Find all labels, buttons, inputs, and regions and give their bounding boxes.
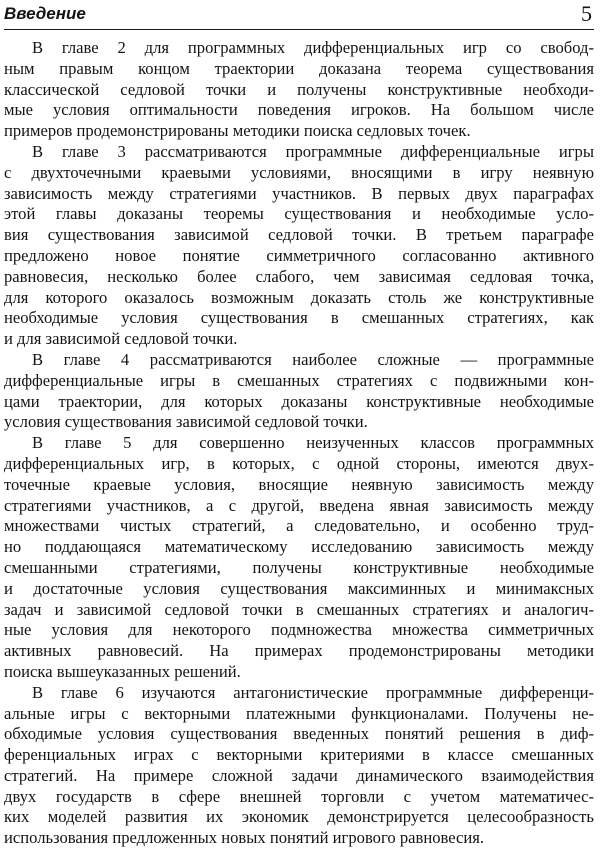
paragraph	[4, 683, 594, 849]
text-line: стратегий. На примере сложной задачи динамического взаимодействия	[4, 765, 594, 785]
text-line: и достаточные условия существования максиминных и минимаксных	[4, 578, 594, 598]
text-line: В главе 3 рассматриваются программные дифференциальные игры	[32, 141, 594, 161]
text-line: альные игры с векторными платежными функционалами. Получены не-	[4, 703, 594, 723]
text-line: обходимые условия существования введенных понятий решения в диф-	[4, 724, 594, 744]
text-line: ференциальных играх с векторными критериями в классе смешанных	[4, 745, 594, 765]
text-line: ным правым концом траектории доказана теорема существования	[4, 58, 594, 78]
paragraph	[4, 38, 594, 142]
text-line: мые условия оптимальности поведения игроков. На большом числе	[4, 100, 594, 120]
text-line: предложено новое понятие симметричного согласованно активного	[4, 245, 594, 265]
text-line: ные условия для некоторого подмножества множества симметричных	[4, 620, 594, 640]
text-line: дифференциальных игр, в которых, с одной стороны, имеются двух-	[4, 453, 594, 473]
paragraph	[4, 142, 594, 350]
paragraph	[4, 350, 594, 433]
text-line: этой главы доказаны теоремы существования и необходимые усло-	[4, 204, 594, 224]
text-line: необходимые условия существования в смешанных стратегиях, как	[4, 308, 594, 328]
text-line: для которого оказалось возможным доказать столь же конструктивные	[4, 287, 594, 307]
page-header	[4, 3, 594, 30]
text-line: В главе 2 для программных дифференциальных игр со свобод-	[32, 38, 594, 57]
text-line: равновесия, несколько более слабого, чем зависимая седловая точка,	[4, 266, 594, 286]
text-line: классической седловой точки и получены конструктивные необходи-	[4, 79, 594, 99]
paragraph	[4, 433, 594, 683]
text-line: цами траектории, для которых доказаны конструктивные необходимые	[4, 391, 594, 411]
text-line: вия существования зависимой седловой точки. В третьем параграфе	[4, 225, 594, 245]
text-line: множествами чистых стратегий, а следовательно, и особенно труд-	[4, 516, 594, 536]
text-line: и для зависимой седловой точки.	[4, 329, 238, 349]
text-line: дифференциальные игры в смешанных стратегиях с подвижными кон-	[4, 370, 594, 390]
text-line: смешанными стратегиями, получены конструктивные необходимые	[4, 557, 594, 577]
page-number: 5	[581, 1, 592, 26]
text-line: ких моделей развития их экономик демонстрируется целесообразность	[4, 807, 594, 827]
running-title: Введение	[4, 4, 86, 23]
text-line: зависимость между стратегиями участников. В первых двух параграфах	[4, 183, 594, 203]
text-line: примеров продемонстрированы методики поиска седловых точек.	[4, 121, 471, 141]
text-line: использования предложенных новых понятий игрового равновесия.	[4, 828, 485, 848]
text-line: стратегиями участников, а с другой, введена явная зависимость между	[4, 495, 594, 515]
text-line: точечные краевые условия, вносящие неявную зависимость между	[4, 474, 594, 494]
body-text	[4, 38, 594, 849]
text-line: но поддающаяся математическому исследованию зависимость между	[4, 537, 594, 557]
text-line: с двухточечными краевыми условиями, вносящими в игру неявную	[4, 162, 594, 182]
text-line: двух государств в сфере внешней торговли с учетом математичес-	[4, 786, 594, 806]
text-line: В главе 4 рассматриваются наиболее сложные — программные	[32, 349, 594, 369]
text-line: В главе 5 для совершенно неизученных классов программных	[32, 433, 594, 453]
text-line: задач и зависимой седловой точки в смешанных стратегиях и аналогич-	[4, 599, 594, 619]
text-line: активных равновесий. На примерах продемонстрированы методики	[4, 641, 594, 661]
text-line: поиска вышеуказанных решений.	[4, 661, 241, 681]
text-line: условия существования зависимой седловой точки.	[4, 412, 368, 432]
text-line: В главе 6 изучаются антагонистические программные дифференци-	[32, 682, 594, 702]
